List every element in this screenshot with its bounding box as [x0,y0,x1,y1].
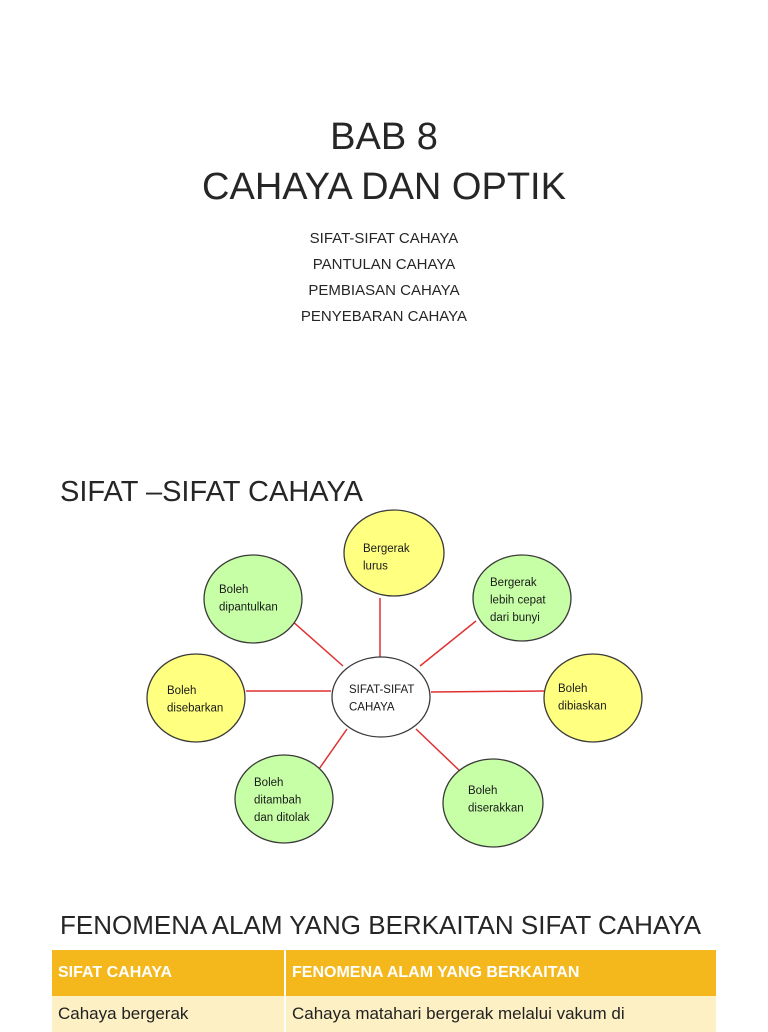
property-label-line: Boleh [167,685,197,697]
slide-title [0,0,768,440]
property-label-line: Boleh [219,584,249,596]
property-label-line: dari bunyi [490,612,540,624]
topic-item: SIFAT-SIFAT CAHAYA [309,230,459,247]
property-label-line: Bergerak [363,543,410,555]
property-label-line: Bergerak [490,577,537,589]
property-label-line: Boleh [468,785,498,797]
property-label-line: disebarkan [167,702,224,715]
property-bubble [544,654,642,742]
section-heading: FENOMENA ALAM YANG BERKAITAN SIFAT CAHAYA [60,910,702,940]
section-heading: SIFAT –SIFAT CAHAYA [60,476,363,508]
connector-line [431,691,544,692]
property-label-line: lurus [363,560,388,573]
property-bubble [147,654,245,742]
column-header: SIFAT CAHAYA [52,950,285,996]
property-label-line: dipantulkan [219,601,278,614]
property-label-line: lebih cepat [490,594,546,607]
center-label-line: SIFAT-SIFAT [349,684,415,696]
slide-properties [0,440,768,890]
slide-phenomena [0,890,768,1024]
property-label-line: dibiaskan [558,700,607,713]
table-cell: Cahaya matahari bergerak melalui vakum di [285,996,716,1032]
table-row [52,996,716,1032]
topic-item: PENYEBARAN CAHAYA [300,308,468,325]
connector-line [420,621,476,666]
phenomena-table [52,950,716,1032]
connector-line [416,729,462,773]
topic-item: PANTULAN CAHAYA [312,256,456,273]
property-label-line: diserakkan [468,802,524,815]
chapter-title: BAB 8 [330,116,438,158]
connector-line [319,729,347,769]
property-label-line: ditambah [254,794,302,807]
center-bubble [332,657,430,737]
property-label-line: Boleh [254,777,284,789]
chapter-subject: CAHAYA DAN OPTIK [202,166,566,208]
property-label-line: Boleh [558,683,588,695]
table-header-row [52,950,716,996]
center-label-line: CAHAYA [349,701,395,714]
column-header: FENOMENA ALAM YANG BERKAITAN [285,950,716,996]
property-label-line: dan ditolak [254,812,310,824]
property-bubble [204,555,302,643]
topic-item: PEMBIASAN CAHAYA [308,282,460,299]
table-cell: Cahaya bergerak [52,996,285,1032]
connector-line [291,620,343,666]
